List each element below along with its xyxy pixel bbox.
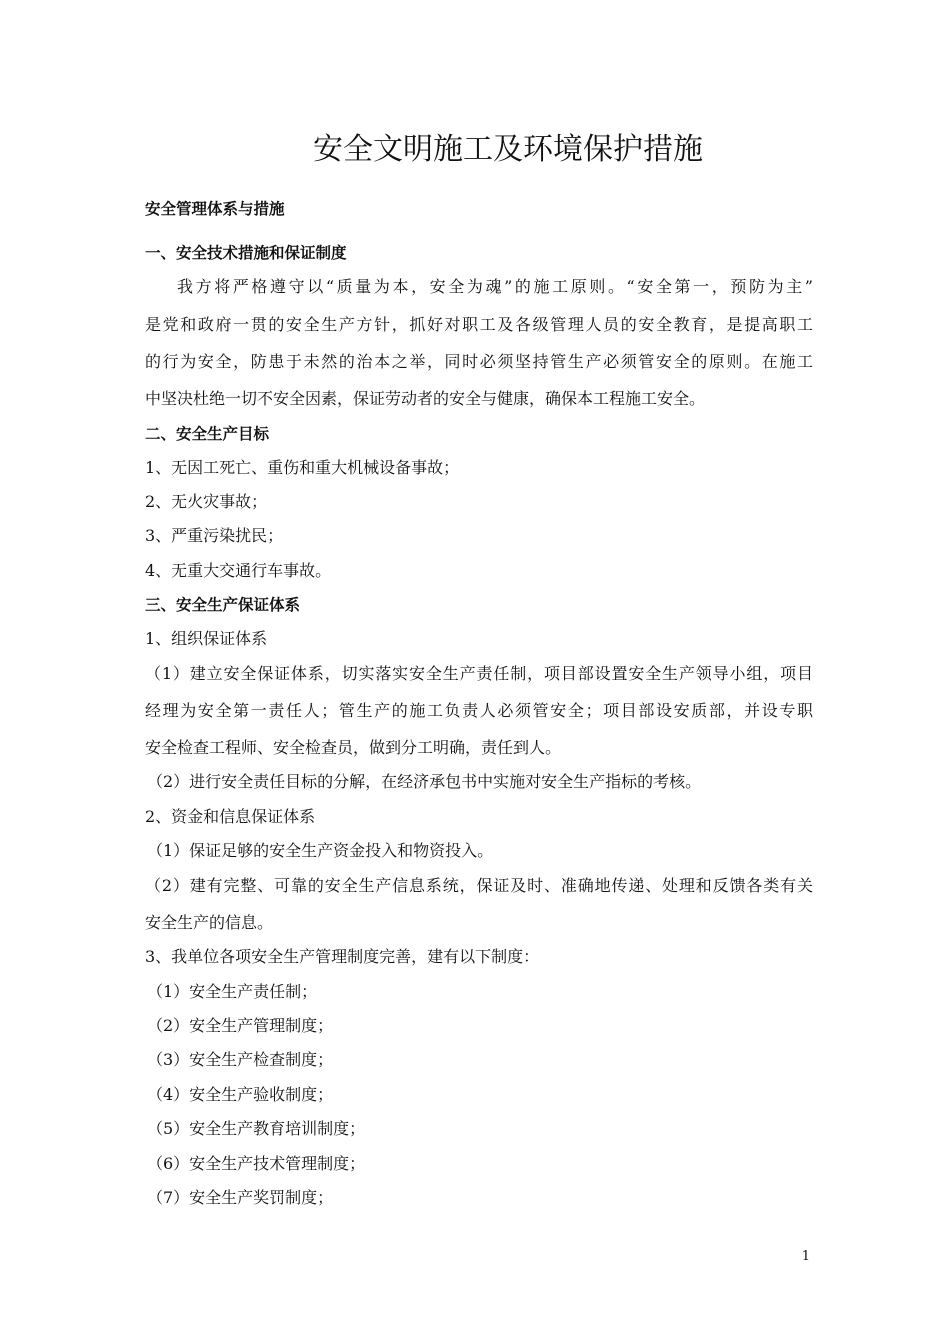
sub1-label: 1、组织保证体系: [145, 629, 268, 648]
list-item: （4）安全生产验收制度；: [147, 1085, 334, 1104]
list-item: 1、无因工死亡、重伤和重大机械设备事故；: [145, 458, 460, 477]
paragraph-line: 经理为安全第一责任人；管生产的施工负责人必须管安全；项目部设安质部，并设专职: [145, 701, 813, 720]
paragraph-line: （2）建有完整、可靠的安全生产信息系统，保证及时、准确地传递、处理和反馈各类有关: [145, 876, 813, 895]
list-item: （7）安全生产奖罚制度；: [147, 1188, 334, 1207]
list-item: （1）安全生产责任制；: [147, 982, 318, 1001]
part2-heading: 二、安全生产目标: [145, 425, 270, 443]
list-item: （2）安全生产管理制度；: [147, 1016, 334, 1035]
part3-heading: 三、安全生产保证体系: [145, 596, 301, 614]
paragraph-line: 是党和政府一贯的安全生产方针，抓好对职工及各级管理人员的安全教育，是提高职工: [145, 315, 813, 334]
part1-heading: 一、安全技术措施和保证制度: [145, 244, 347, 262]
list-item: （5）安全生产教育培训制度；: [147, 1119, 366, 1138]
list-item: （2）进行安全责任目标的分解，在经济承包书中实施对安全生产指标的考核。: [147, 772, 702, 791]
paragraph-line: 的行为安全，防患于未然的治本之举，同时必须坚持管生产必须管安全的原则。在施工: [145, 352, 813, 371]
list-item: （3）安全生产检查制度；: [147, 1050, 334, 1069]
sub3-label: 3、我单位各项安全生产管理制度完善，建有以下制度：: [145, 947, 540, 966]
paragraph-line: （1）建立安全保证体系，切实落实安全生产责任制，项目部设置安全生产领导小组，项目: [145, 664, 813, 683]
title-area: [0, 0, 950, 200]
list-item: 4、无重大交通行车事故。: [145, 561, 332, 580]
list-item: （6）安全生产技术管理制度；: [147, 1154, 366, 1173]
page-number: 1: [801, 1249, 810, 1264]
paragraph-line: 中坚决杜绝一切不安全因素，保证劳动者的安全与健康，确保本工程施工安全。: [145, 389, 706, 408]
list-item: 3、严重污染扰民；: [145, 526, 284, 545]
sub2-label: 2、资金和信息保证体系: [145, 807, 316, 826]
section-heading: 安全管理体系与措施: [145, 200, 285, 218]
paragraph-line: 安全生产的信息。: [145, 913, 274, 932]
paragraph-line: 我方将严格遵守以“质量为本，安全为魂”的施工原则。“安全第一，预防为主”: [177, 277, 813, 296]
list-item: 2、无火灾事故；: [145, 492, 268, 511]
list-item: （1）保证足够的安全生产资金投入和物资投入。: [147, 841, 494, 860]
document-title: 安全文明施工及环境保护措施: [313, 132, 703, 167]
paragraph-line: 安全检查工程师、安全检查员，做到分工明确，责任到人。: [145, 738, 562, 757]
